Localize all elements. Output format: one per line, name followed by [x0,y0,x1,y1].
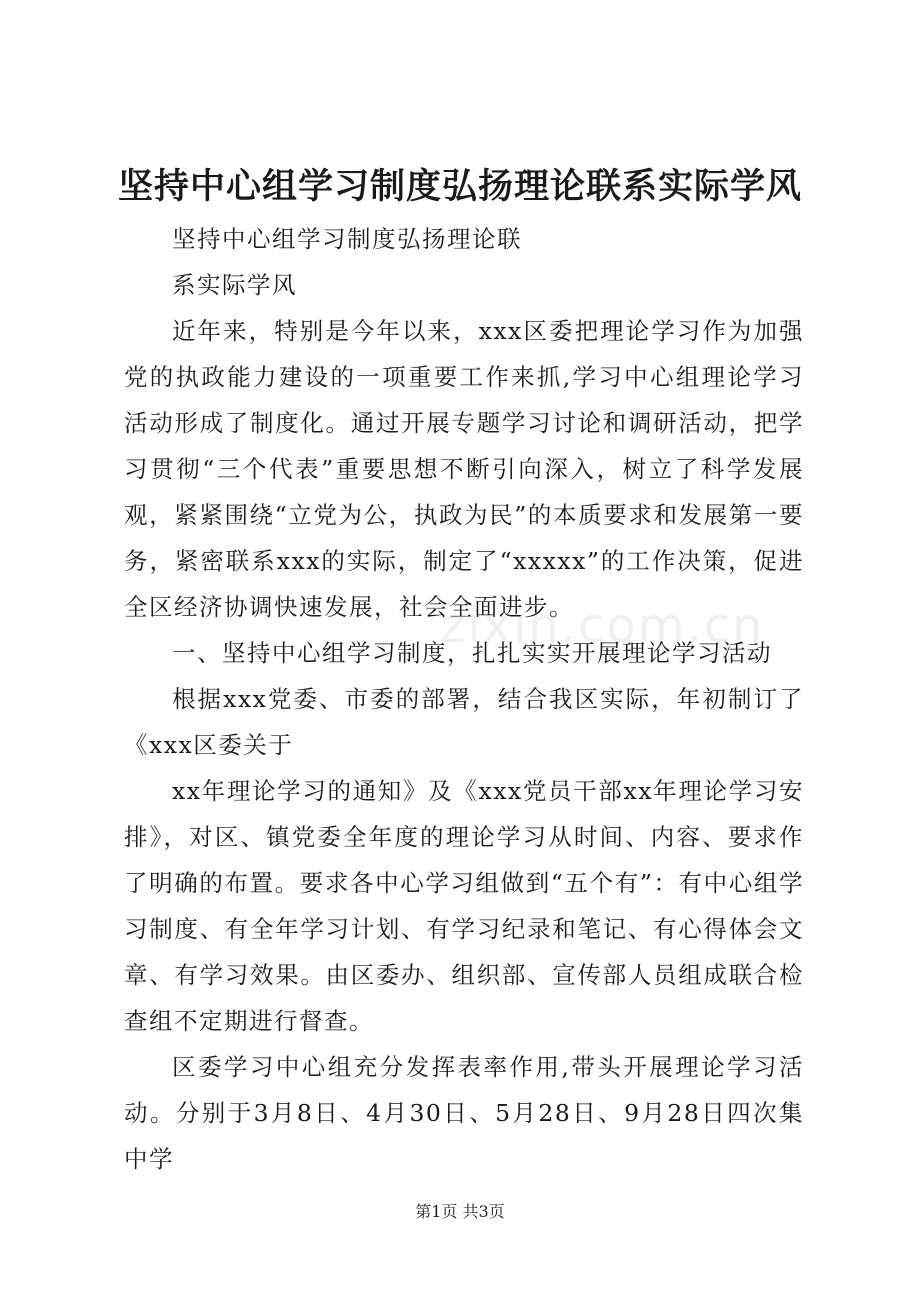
page-footer: 第1页 共3页 [415,1202,505,1221]
paragraph: 系实际学风 [172,271,297,299]
document-title: 坚持中心组学习制度弘扬理论联系实际学风 [117,166,802,207]
paragraph: 坚持中心组学习制度弘扬理论联 [172,225,522,253]
paragraph: 近年来，特别是今年以来，xxx区委把理论学习作为加强党的执政能力建设的一项重要工作来抓,学习中心组理论学习活动形成了制度化。通过开展专题学习讨论和调研活动，把学习贯彻“三个代表”重要思想不断引向深入，树立了科学发展观，紧紧围绕“立党为公，执政为民”的本质要求和发展第一要务，紧密联系xxx的实际，制定了“xxxxx”的工作决策，促进全区经济协调快速发展，社会全面进步。 [124,317,804,621]
document-body [124,216,804,1182]
watermark: zixin.com.cn [440,598,765,654]
paragraph: xx年理论学习的通知》及《xxx党员干部xx年理论学习安排》，对区、镇党委全年度的理论学习从时间、内容、要求作了明确的布置。要求各中心学习组做到“五个有”：有中心组学习制度、有全年学习计划、有学习纪录和笔记、有心得体会文章、有学习效果。由区委办、组织部、宣传部人员组成联合检查组不定期进行督查。 [124,777,804,1035]
paragraph: 根据xxx党委、市委的部署，结合我区实际，年初制订了《xxx区委关于 [124,685,804,759]
paragraph: 区委学习中心组充分发挥表率作用,带头开展理论学习活动。分别于3月8日、4月30日、5月28日、9月28日四次集中学 [124,1053,804,1173]
paragraph: 一、坚持中心组学习制度，扎扎实实开展理论学习活动 [172,639,772,667]
